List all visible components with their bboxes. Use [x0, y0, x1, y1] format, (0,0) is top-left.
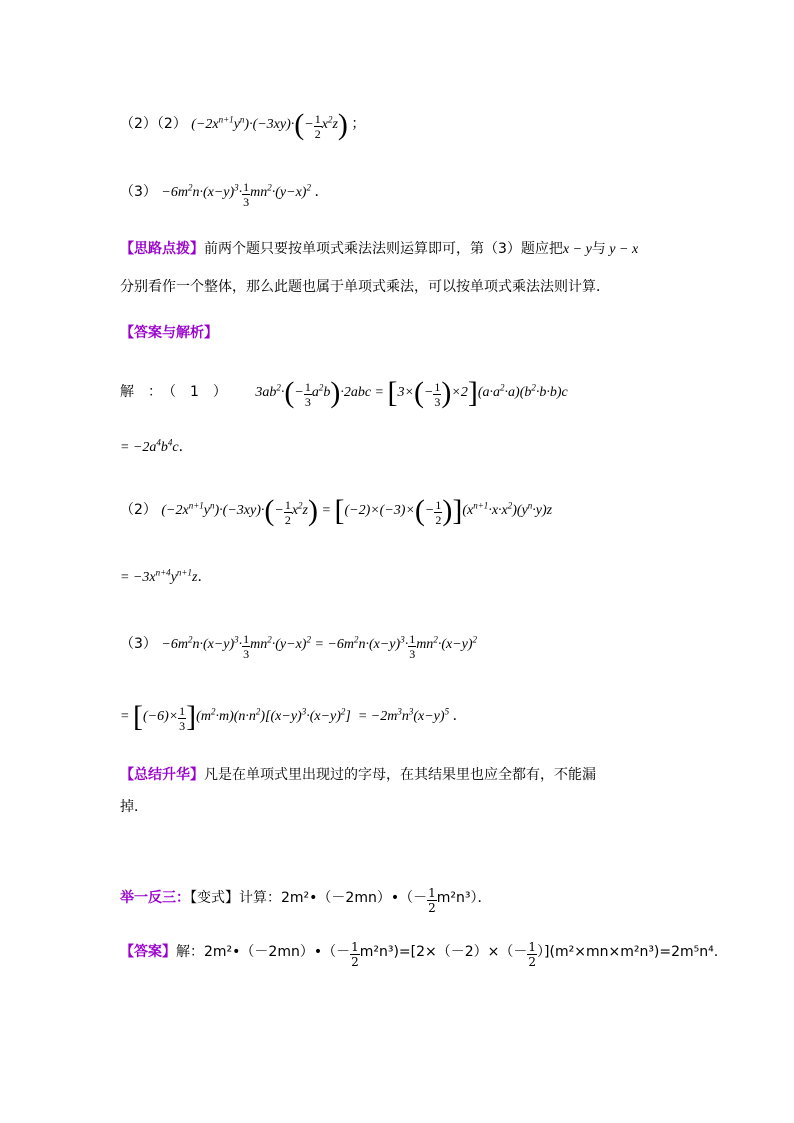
solution-2-result: = $-3x^{n+4}y^{n+1}z$．	[120, 567, 212, 585]
solution-2-expression: $(-2x^{n+1}y^n)\cdot(-3xy)\cdot(-$ $\frac{1}{2}$ $x^2z) = [(-2)\times(-3)\times(-$ $\frac{1}{2}$ )]$(x^{n+1}\cdot x\cdot x^2)(y^n\cdot y)z$	[161, 494, 553, 527]
variant-answer-line	[120, 940, 718, 969]
solution-label: 解 ： （ 1 ）	[120, 384, 227, 400]
summary-line-2	[120, 796, 148, 816]
variant-answer-text-3: ）](m²×mn×m²n³)=2m⁵n⁴.	[537, 944, 719, 960]
solution-3-label: （3）	[120, 636, 157, 652]
variant-answer-text-1: 解：2m²•（－2mn）•（－	[176, 944, 351, 960]
solution-3	[120, 632, 477, 661]
problem-2-expression: $(-2x^{n+1}y^n)\cdot(-3xy)\cdot(-$ $\frac{1}{2}$ $x^2z$)	[191, 108, 348, 141]
solution-1-expression: $3ab^2\cdot(-$ $\frac{1}{3}$ $a^2b)\cdot 2abc = [3\times(-$ $\frac{1}{3}$ )$\times 2](a\cdot a^2\cdot a)(b^2\cdot b\cdot b)c$	[255, 376, 568, 409]
solution-2-label: （2）	[120, 502, 157, 518]
solution-2-result-expression: = $-3x^{n+4}y^{n+1}z$	[120, 567, 198, 585]
hint-tag: 【思路点拨】	[120, 241, 204, 257]
summary-text-1: 凡是在单项式里出现过的字母，在其结果里也应全都有，不能漏	[204, 767, 596, 783]
problem-3-end: ．	[314, 184, 329, 200]
solution-3-result: = [(−6)× $\frac{1}{3}$ ]$(m^2\cdot m)(n\cdot n^2)[(x-y)^3\cdot(x-y)^2] = -2m^3n^3(x-y)^5$ ．	[120, 700, 467, 733]
variant-answer-tag: 【答案】	[120, 944, 176, 960]
variant-answer-text-2: m²n³)=[2×（－2）×（－	[359, 944, 528, 960]
solution-1-result-expression: = $-2a^4b^4c$	[120, 437, 179, 455]
hint-line-1	[120, 238, 638, 258]
variant-tag: 举一反三：	[120, 890, 190, 906]
variant-text-end: m²n³）．	[436, 890, 492, 906]
summary-text-2: 掉．	[120, 799, 148, 815]
problem-3	[120, 180, 328, 209]
solution-2	[120, 494, 553, 527]
hint-var-y-minus-x: y − x	[605, 242, 639, 257]
answer-heading	[120, 322, 218, 342]
variant-answer-fraction-2: $\frac{1}{2}$	[528, 940, 537, 969]
variant-fraction: $\frac{1}{2}$	[428, 886, 436, 915]
variant-line	[120, 886, 491, 915]
solution-1-result	[120, 436, 193, 456]
problem-2	[120, 108, 366, 141]
hint-text-2: 分别看作一个整体，那么此题也属于单项式乘法，可以按单项式乘法法则计算．	[120, 279, 610, 295]
answer-tag: 【答案与解析】	[120, 325, 218, 341]
variant-answer-fraction-1: $\frac{1}{2}$	[351, 940, 359, 969]
solution-3-result-expression: = [(−6)× $\frac{1}{3}$ ]$(m^2\cdot m)(n\cdot n^2)[(x-y)^3\cdot(x-y)^2] = -2m^3n^3(x-y)^5$	[120, 700, 450, 733]
solution-1	[120, 376, 568, 409]
variant-text: 【变式】计算：2m²•（－2mn）•（－	[190, 890, 428, 906]
summary-line-1	[120, 764, 596, 784]
summary-tag: 【总结升华】	[120, 767, 204, 783]
solution-1-end: ．	[178, 439, 193, 455]
problem-2-label: （2）（2）	[120, 116, 187, 132]
problem-3-label: （3）	[120, 184, 157, 200]
hint-text-mid: 与	[591, 241, 606, 257]
hint-var-x-minus-y: x − y	[562, 242, 592, 257]
hint-line-2	[120, 276, 610, 296]
hint-text-1: 前两个题只要按单项式乘法法则运算即可，第（3）题应把	[204, 241, 563, 257]
problem-2-end: ；	[351, 116, 366, 132]
problem-3-expression: $-6m^2n\cdot(x-y)^3\cdot$ $\frac{1}{3}$ $mn^2\cdot(y-x)^2$	[161, 180, 311, 209]
solution-3-expression: $-6m^2n\cdot(x-y)^3\cdot$ $\frac{1}{3}$ $mn^2\cdot(y-x)^2 = -6m^2n\cdot(x-y)^3\cdot$ $\frac{1}{3}$ $mn^2\cdot(x-y)^2$	[161, 632, 478, 661]
